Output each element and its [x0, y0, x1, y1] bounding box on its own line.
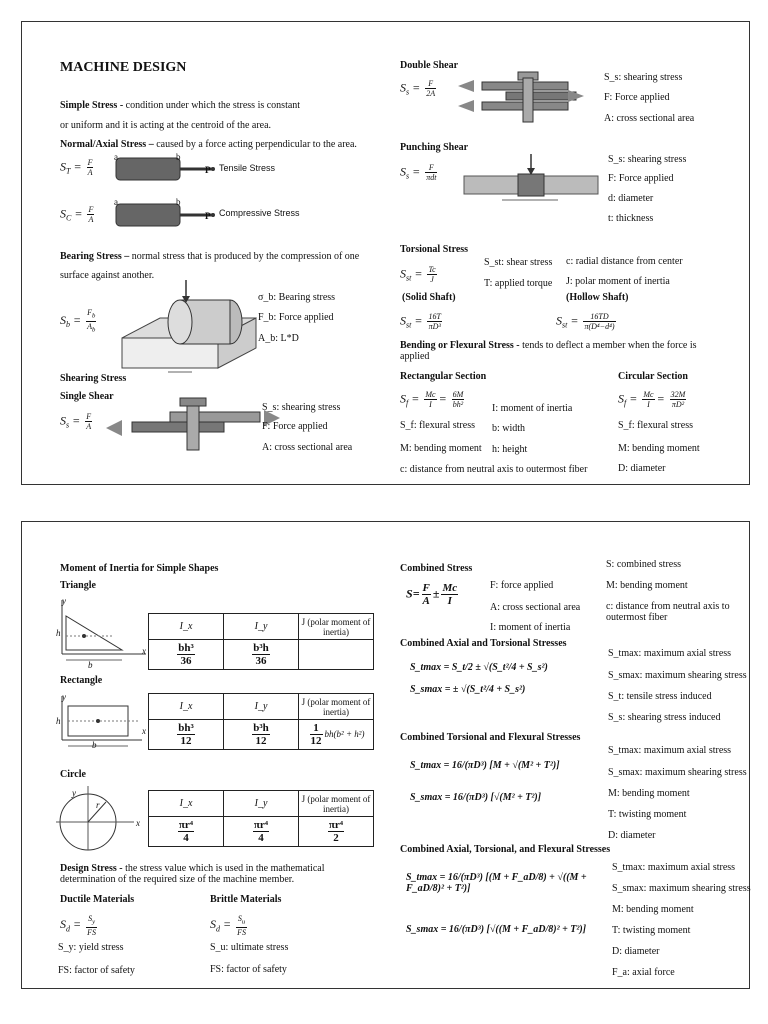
circle-y-label: y — [72, 788, 76, 798]
torsional-flexural-legend-3: M: bending moment — [608, 788, 690, 799]
brittle-legend-su: S_u: ultimate stress — [210, 942, 289, 953]
tensile-label-p: P — [205, 165, 211, 175]
solid-shaft-equation: $S_{st}$ = $\frac{16T}{\text{πD³}}$ — [400, 312, 441, 331]
reference-sheet-2 — [21, 521, 750, 989]
combined-legend-f: F: force applied — [490, 580, 554, 591]
page-title: MACHINE DESIGN — [60, 60, 187, 75]
compressive-label-b: b — [176, 197, 181, 207]
combined-stress-heading: Combined Stress — [400, 563, 473, 574]
rect-legend-h: h: height — [492, 444, 528, 455]
single-shear-equation: $S_s$ = $\frac{F}{A}$ — [60, 412, 92, 431]
triangle-x-label: x — [142, 646, 146, 656]
circle-iy-header: I_y — [224, 791, 299, 817]
single-shear-legend-2: F: Force applied — [262, 421, 328, 432]
tensile-bar-diagram — [112, 150, 232, 184]
triangle-b-label: b — [88, 660, 93, 670]
triangle-diagram — [52, 596, 152, 666]
double-shear-diagram — [456, 68, 586, 126]
tensile-label-b: b — [176, 152, 181, 162]
triangle-heading: Triangle — [60, 580, 96, 591]
ductile-legend-sy: S_y: yield stress — [58, 942, 124, 953]
circle-j-value: $\frac{\text{πr⁴}}{2}$ — [299, 817, 374, 847]
combined-stress-equation: S= $\frac{F}{A}$ ± $\frac{Mc}{I}$ — [406, 582, 458, 607]
combined-legend-m: M: bending moment — [606, 580, 688, 591]
solid-shaft-label: (Solid Shaft) — [402, 292, 456, 303]
rectangle-inertia-table — [148, 693, 374, 750]
circle-diagram — [54, 784, 144, 854]
punching-shear-equation: $S_s$ = $\frac{F}{\text{πdt}}$ — [400, 163, 437, 182]
compressive-bar-diagram — [112, 196, 232, 230]
atf-eq2: S_smax = 16/(πD³) [√((M + F_aD/8)² + T²)] — [406, 924, 587, 935]
punching-legend-3: d: diameter — [608, 193, 654, 204]
rectangle-iy-value: $\frac{\text{b³h}}{12}$ — [224, 720, 299, 750]
brittle-equation: $S_d$ = $\frac{S_u}{FS}$ — [210, 914, 246, 937]
design-stress-desc: Design Stress - the stress value which is used in the mathematical determination of the required size of the machine member. — [60, 863, 325, 885]
punching-legend-4: t: thickness — [608, 213, 654, 224]
simple-stress-line1: Simple Stress - condition under which the stress is constant — [60, 100, 301, 111]
torsional-flexural-eq2: S_smax = 16/(πD³) [√(M² + T²)] — [410, 792, 542, 803]
tensile-label-a: a — [114, 152, 118, 162]
hollow-shaft-equation: $S_{st}$ = $\frac{16TD}{\text{π(D⁴−d⁴)}}$ — [556, 312, 615, 331]
axial-torsional-heading: Combined Axial and Torsional Stresses — [400, 638, 567, 649]
compressive-stress-label: Compressive Stress — [219, 208, 300, 218]
triangle-ix-header: I_x — [149, 614, 224, 640]
rectangle-ix-value: $\frac{\text{bh³}}{12}$ — [149, 720, 224, 750]
circ-bending-equation: $S_f$ = $\frac{Mc}{I}$ = $\frac{32M}{\text{πD²}}$ — [618, 390, 686, 409]
bearing-legend-1: σ_b: Bearing stress — [258, 292, 336, 303]
compressive-label-p: P — [205, 211, 211, 221]
axial-torsional-flexural-heading: Combined Axial, Torsional, and Flexural Stresses — [400, 844, 611, 855]
punching-shear-diagram — [462, 152, 602, 204]
moi-heading: Moment of Inertia for Simple Shapes — [60, 563, 219, 574]
torsional-stress-heading: Torsional Stress — [400, 244, 469, 255]
torsional-legend-shear: S_st: shear stress — [484, 257, 553, 268]
rectangle-j-header: J (polar moment of inertia) — [299, 694, 374, 720]
triangle-ix-value: $\frac{\text{bh³}}{36}$ — [149, 640, 224, 670]
combined-legend-a: A: cross sectional area — [490, 602, 581, 613]
circular-section-heading: Circular Section — [618, 371, 688, 382]
torsional-flexural-legend-2: S_smax: maximum shearing stress — [608, 767, 747, 778]
rectangular-section-heading: Rectangular Section — [400, 371, 487, 382]
triangle-iy-header: I_y — [224, 614, 299, 640]
brittle-heading: Brittle Materials — [210, 894, 282, 905]
bearing-legend-2: F_b: Force applied — [258, 312, 334, 323]
triangle-h-label: h — [56, 628, 61, 638]
simple-stress-line2: or uniform and it is acting at the centroid of the area. — [60, 120, 272, 131]
axial-torsional-eq1: S_tmax = S_t/2 ± √(S_t²/4 + S_s²) — [410, 662, 548, 673]
single-shear-heading: Single Shear — [60, 391, 114, 402]
punching-shear-heading: Punching Shear — [400, 142, 469, 153]
torsional-flexural-legend-4: T: twisting moment — [608, 809, 687, 820]
atf-legend-5: D: diameter — [612, 946, 660, 957]
single-shear-diagram — [104, 394, 284, 454]
compressive-label-a: a — [114, 197, 118, 207]
rectangle-diagram — [52, 692, 152, 752]
rect-legend-i: I: moment of inertia — [492, 403, 573, 414]
axial-torsional-legend-3: S_t: tensile stress induced — [608, 691, 712, 702]
atf-legend-4: T: twisting moment — [612, 925, 691, 936]
axial-torsional-legend-4: S_s: shearing stress induced — [608, 712, 721, 723]
circ-legend-sf: S_f: flexural stress — [618, 420, 693, 431]
rectangle-iy-header: I_y — [224, 694, 299, 720]
rectangle-ix-header: I_x — [149, 694, 224, 720]
triangle-y-label: y — [62, 596, 66, 606]
punching-legend-1: S_s: shearing stress — [608, 154, 687, 165]
triangle-j-value — [299, 640, 374, 670]
compressive-equation: $S_C$ = $\frac{F}{A}$ — [60, 205, 94, 224]
ductile-equation: $S_d$ = $\frac{S_y}{FS}$ — [60, 914, 96, 937]
bending-stress-desc: Bending or Flexural Stress - tends to deflect a member when the force is applied — [400, 340, 697, 362]
double-shear-equation: $S_s$ = $\frac{F}{2A}$ — [400, 79, 436, 98]
circ-legend-m: M: bending moment — [618, 443, 700, 454]
atf-legend-1: S_tmax: maximum axial stress — [612, 862, 736, 873]
torsional-legend-j: J: polar moment of inertia — [566, 276, 670, 287]
ductile-heading: Ductile Materials — [60, 894, 135, 905]
rect-bending-equation: $S_f$ = $\frac{Mc}{I}$ = $\frac{6M}{\text{bh²}}$ — [400, 390, 464, 409]
atf-legend-2: S_smax: maximum shearing stress — [612, 883, 751, 894]
brittle-legend-fs: FS: factor of safety — [210, 964, 287, 975]
atf-legend-3: M: bending moment — [612, 904, 694, 915]
bearing-legend-3: A_b: L*D — [258, 333, 299, 344]
torsional-equation: $S_{st}$ = $\frac{Tc}{J}$ — [400, 265, 436, 284]
triangle-iy-value: $\frac{\text{b³h}}{36}$ — [224, 640, 299, 670]
hollow-shaft-label: (Hollow Shaft) — [566, 292, 629, 303]
single-shear-legend-3: A: cross sectional area — [262, 442, 353, 453]
bearing-equation: $S_b$ = $\frac{F_b}{A_b}$ — [60, 308, 96, 334]
axial-torsional-eq2: S_smax = ± √(S_t²/4 + S_s²) — [410, 684, 526, 695]
combined-legend-i: I: moment of inertia — [490, 622, 571, 633]
circ-legend-d: D: diameter — [618, 463, 666, 474]
torsional-legend-torque: T: applied torque — [484, 278, 553, 289]
double-shear-legend-2: F: Force applied — [604, 92, 670, 103]
circle-heading: Circle — [60, 769, 86, 780]
tensile-stress-label: Tensile Stress — [219, 163, 276, 173]
rectangle-h-label: h — [56, 716, 61, 726]
torsional-flexural-legend-1: S_tmax: maximum axial stress — [608, 745, 732, 756]
torsional-flexural-heading: Combined Torsional and Flexural Stresses — [400, 732, 581, 743]
torsional-flexural-legend-5: D: diameter — [608, 830, 656, 841]
circle-iy-value: $\frac{\text{πr⁴}}{4}$ — [224, 817, 299, 847]
atf-legend-6: F_a: axial force — [612, 967, 675, 978]
combined-legend-c: c: distance from neutral axis to outermost fiber — [606, 601, 730, 623]
normal-stress-line: Normal/Axial Stress – caused by a force acting perpendicular to the area. — [60, 139, 357, 150]
triangle-inertia-table — [148, 613, 374, 670]
combined-legend-s: S: combined stress — [606, 559, 681, 570]
torsional-legend-c: c: radial distance from center — [566, 256, 683, 267]
axial-torsional-legend-2: S_smax: maximum shearing stress — [608, 670, 747, 681]
triangle-j-header: J (polar moment of inertia) — [299, 614, 374, 640]
single-shear-legend-1: S_s: shearing stress — [262, 402, 341, 413]
atf-eq1: S_tmax = 16/(πD³) [(M + F_aD/8) + √((M + F_aD/8)² + T²)] — [406, 872, 587, 894]
rect-legend-sf: S_f: flexural stress — [400, 420, 475, 431]
rectangle-b-label: b — [92, 740, 97, 750]
punching-legend-2: F: Force applied — [608, 173, 674, 184]
reference-sheet-1 — [21, 21, 750, 485]
rect-legend-b: b: width — [492, 423, 526, 434]
double-shear-legend-3: A: cross sectional area — [604, 113, 695, 124]
axial-torsional-legend-1: S_tmax: maximum axial stress — [608, 648, 732, 659]
shearing-stress-heading: Shearing Stress — [60, 373, 127, 384]
tensile-equation: $S_T$ = $\frac{F}{A}$ — [60, 158, 93, 177]
rectangle-j-value: $\frac{1}{12}$ bh(b² + h²) — [299, 720, 374, 750]
rectangle-heading: Rectangle — [60, 675, 103, 686]
circle-ix-value: $\frac{\text{πr⁴}}{4}$ — [149, 817, 224, 847]
torsional-flexural-eq1: S_tmax = 16/(πD³) [M + √(M² + T²)] — [410, 760, 560, 771]
circle-inertia-table — [148, 790, 374, 847]
bearing-stress-line2: surface against another. — [60, 270, 155, 281]
circle-r-label: r — [96, 800, 100, 810]
rectangle-y-label: y — [62, 692, 66, 702]
bearing-stress-line1: Bearing Stress – normal stress that is produced by the compression of one — [60, 251, 360, 262]
rect-legend-c: c: distance from neutral axis to outermost fiber — [400, 464, 588, 475]
circle-ix-header: I_x — [149, 791, 224, 817]
circle-j-header: J (polar moment of inertia) — [299, 791, 374, 817]
rect-legend-m: M: bending moment — [400, 443, 482, 454]
circle-x-label: x — [136, 818, 140, 828]
ductile-legend-fs: FS: factor of safety — [58, 965, 135, 976]
double-shear-heading: Double Shear — [400, 60, 459, 71]
bearing-diagram — [120, 278, 260, 376]
double-shear-legend-1: S_s: shearing stress — [604, 72, 683, 83]
rectangle-x-label: x — [142, 726, 146, 736]
